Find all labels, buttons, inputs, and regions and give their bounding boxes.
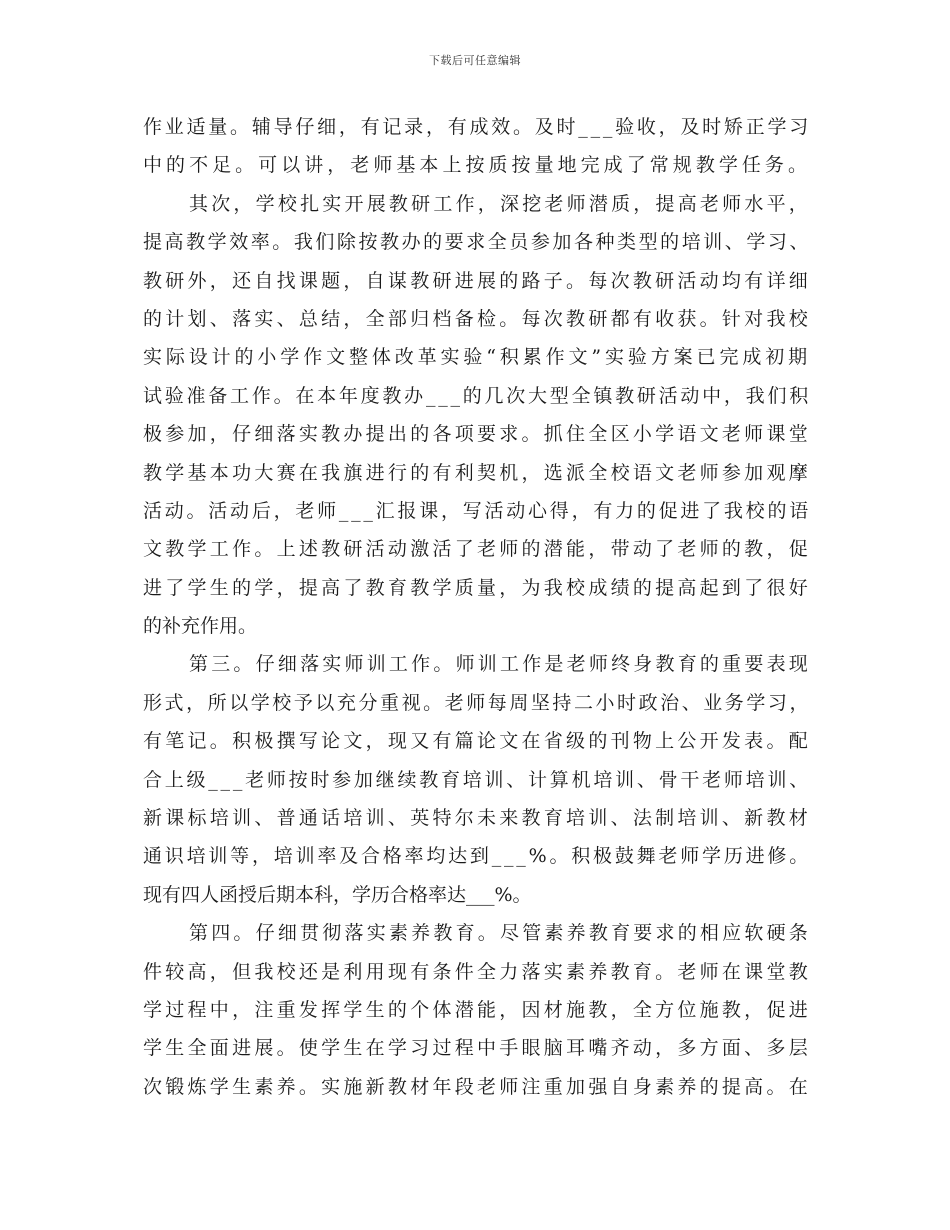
text-line: 现有四人函授后期本科，学历合格率达___%。: [143, 883, 532, 906]
text-line: 作业适量。辅导仔细，有记录，有成效。及时___验收，及时矫正学习: [143, 116, 811, 138]
text-line: 进了学生的学，提高了教育教学质量，为我校成绩的提高起到了很好: [143, 576, 811, 599]
text-line: 通识培训等，培训率及合格率均达到___%。积极鼓舞老师学历进修。: [143, 845, 811, 868]
text-line: 次锻炼学生素养。实施新教材年段老师注重加强自身素养的提高。在: [143, 1075, 811, 1098]
text-line: 其次，学校扎实开展教研工作，深挖老师潜质，提高老师水平，: [189, 192, 811, 215]
text-line: 极参加，仔细落实教办提出的各项要求。抓住全区小学语文老师课堂: [143, 423, 811, 446]
text-line: 教研外，还自找课题，自谋教研进展的路子。每次教研活动均有详细: [143, 269, 811, 292]
text-line: 文教学工作。上述教研活动激活了老师的潜能，带动了老师的教，促: [143, 538, 811, 561]
text-line: 的计划、落实、总结，全部归档备检。每次教研都有收获。针对我校: [143, 307, 811, 330]
text-line: 第三。仔细落实师训工作。师训工作是老师终身教育的重要表现: [189, 653, 811, 676]
text-line: 有笔记。积极撰写论文，现又有篇论文在省级的刊物上公开发表。配: [143, 730, 811, 753]
text-line: 合上级___老师按时参加继续教育培训、计算机培训、骨干老师培训、: [143, 768, 811, 791]
text-line: 形式，所以学校予以充分重视。老师每周坚持二小时政治、业务学习，: [143, 691, 811, 714]
text-line: 实际设计的小学作文整体改革实验“积累作文”实验方案已完成初期: [143, 346, 811, 369]
text-line: 提高教学效率。我们除按教办的要求全员参加各种类型的培训、学习、: [143, 231, 811, 254]
text-line: 的补充作用。: [143, 615, 258, 638]
text-line: 件较高，但我校还是利用现有条件全力落实素养教育。老师在课堂教: [143, 960, 811, 983]
text-line: 活动。活动后，老师___汇报课，写活动心得，有力的促进了我校的语: [143, 499, 811, 522]
document-body: [143, 108, 811, 1106]
text-line: 第四。仔细贯彻落实素养教育。尽管素养教育要求的相应软硬条: [189, 922, 811, 945]
text-line: 新课标培训、普通话培训、英特尔未来教育培训、法制培训、新教材: [143, 807, 811, 830]
text-line: 学生全面进展。使学生在学习过程中手眼脑耳嘴齐动，多方面、多层: [143, 1037, 811, 1060]
text-line: 教学基本功大赛在我旗进行的有利契机，选派全校语文老师参加观摩: [143, 461, 811, 484]
page-header: 下载后可任意编辑: [429, 54, 521, 67]
text-line: 中的不足。可以讲，老师基本上按质按量地完成了常规教学任务。: [143, 154, 811, 177]
text-line: 试验准备工作。在本年度教办___的几次大型全镇教研活动中，我们积: [143, 384, 811, 407]
text-line: 学过程中，注重发挥学生的个体潜能，因材施教，全方位施教，促进: [143, 998, 811, 1021]
